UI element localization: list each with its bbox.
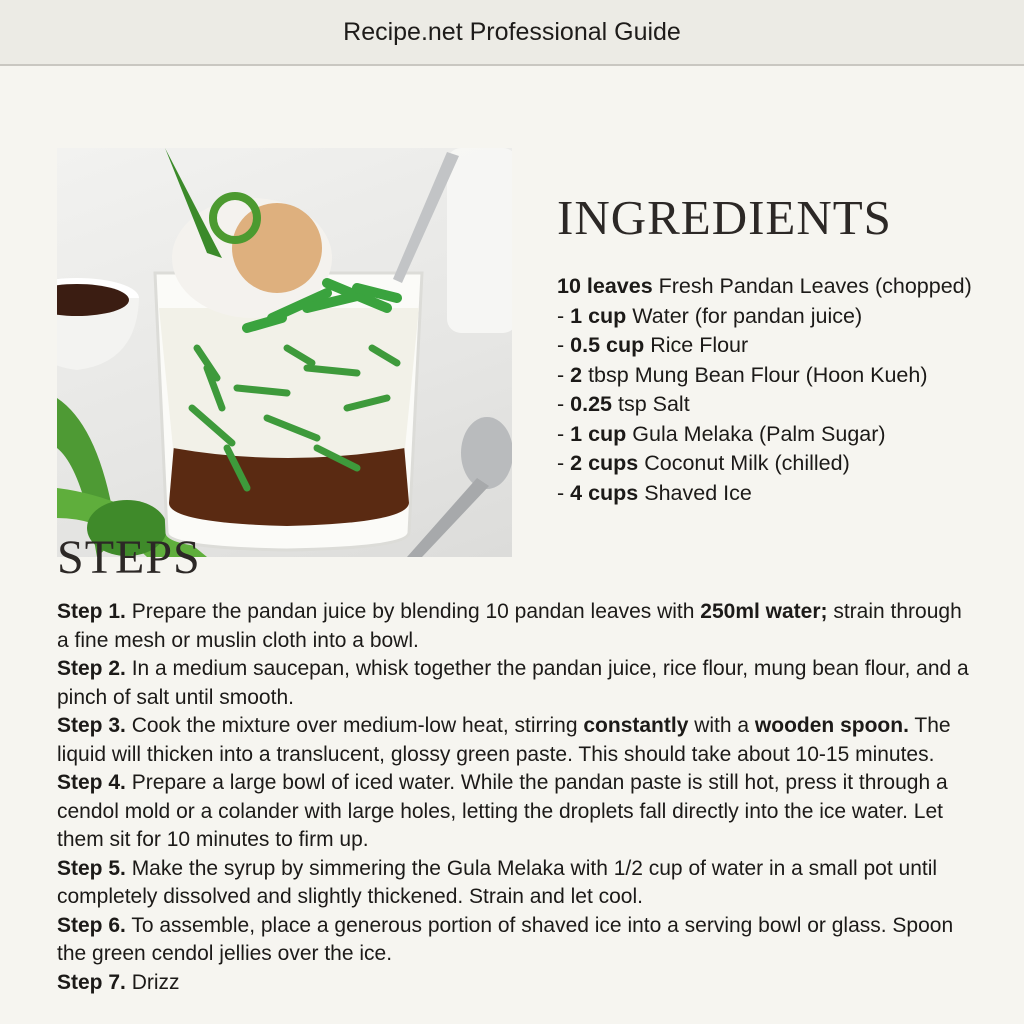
step-item: Step 3. Cook the mixture over medium-low heat, stirring constantly with a wooden spoon. The liquid will thicken into a translucent, glossy green paste. This should take about 10-15 minutes.: [57, 714, 951, 766]
ingredients-section: [557, 188, 1017, 508]
ingredient-item: - 2 tbsp Mung Bean Flour (Hoon Kueh): [557, 362, 928, 387]
step-item: Step 6. To assemble, place a generous portion of shaved ice into a serving bowl or glass. Spoon the green cendol jellies over the ice.: [57, 913, 954, 965]
page-header: [0, 0, 1024, 66]
steps-heading: STEPS: [57, 531, 201, 584]
ingredient-item: - 1 cup Water (for pandan juice): [557, 303, 863, 328]
ingredient-item: - 4 cups Shaved Ice: [557, 480, 752, 505]
ingredient-item: - 0.25 tsp Salt: [557, 392, 690, 416]
ingredient-item: - 0.5 cup Rice Flour: [557, 333, 749, 357]
ingredient-item: - 2 cups Coconut Milk (chilled): [557, 451, 850, 475]
hero-section: [0, 66, 1024, 506]
recipe-photo: [57, 148, 512, 557]
steps-section: [57, 528, 977, 997]
step-item: Step 2. In a medium saucepan, whisk together the pandan juice, rice flour, mung bean flour, and a pinch of salt until smooth.: [57, 657, 969, 709]
ingredient-item: - 1 cup Gula Melaka (Palm Sugar): [557, 421, 886, 446]
ingredients-list: [557, 272, 1017, 508]
ingredient-item: 10 leaves Fresh Pandan Leaves (chopped): [557, 274, 972, 298]
ingredients-heading: INGREDIENTS: [557, 190, 892, 245]
step-item: Step 5. Make the syrup by simmering the Gula Melaka with 1/2 cup of water in a small pot until completely dissolved and slightly thickened. Strain and let cool.: [57, 856, 938, 908]
cendol-image-icon: [57, 148, 512, 557]
step-item: Step 1. Prepare the pandan juice by blending 10 pandan leaves with 250ml water; strain through a fine mesh or muslin cloth into a bowl.: [57, 600, 962, 652]
step-item: Step 4. Prepare a large bowl of iced water. While the pandan paste is still hot, press it through a cendol mold or a colander with large holes, letting the droplets fall directly into the ice water. Let them sit for 10 minutes to firm up.: [57, 771, 948, 851]
step-item: Step 7. Drizz: [57, 970, 180, 994]
page-title: Recipe.net Professional Guide: [343, 17, 681, 46]
